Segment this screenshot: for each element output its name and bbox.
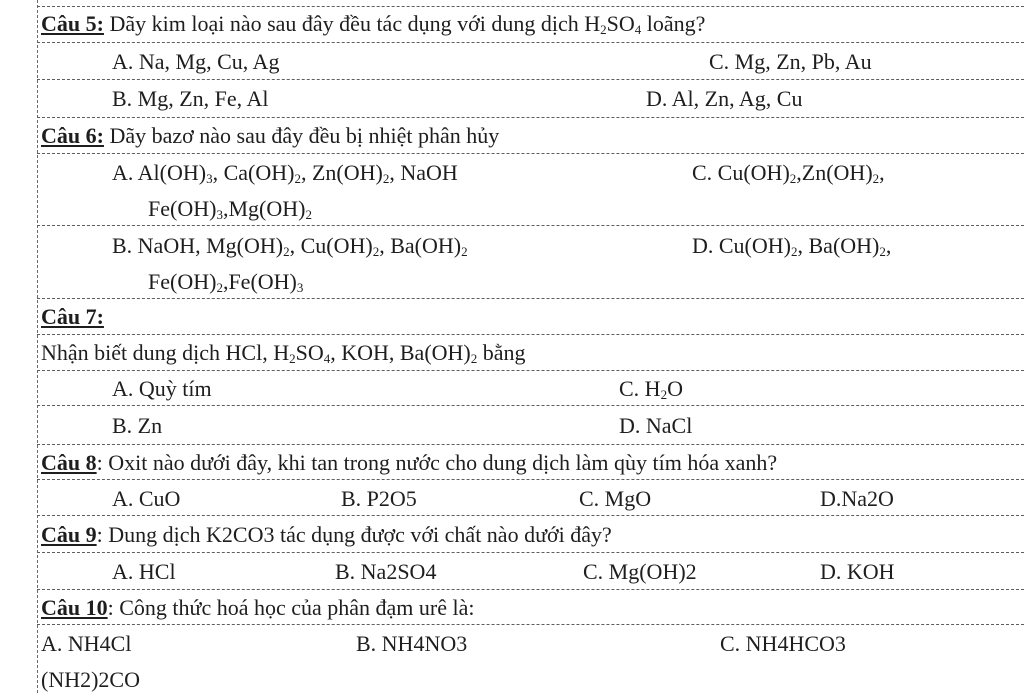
row-divider (37, 515, 1024, 516)
question-6-option-a: A. $Al(OH)_3$, $Ca(OH)_2$, $Zn(OH)_2$, NaOH (112, 160, 458, 186)
question-5-option-d: D. Al, Zn, Ag, Cu (646, 86, 803, 111)
question-8-option-d: D.Na2O (820, 486, 894, 511)
row-divider (37, 552, 1024, 553)
question-6-option-a-cont: $Fe(OH)_3,Mg(OH)_2$ (148, 196, 312, 222)
question-10-option-c: C. NH4HCO3 (720, 631, 846, 656)
question-10-option-d-partial: (NH2)2CO (41, 667, 140, 692)
question-8-option-a: A. CuO (112, 486, 181, 511)
question-8-stem: Câu 8: Oxit nào dưới đây, khi tan trong nước cho dung dịch làm qùy tím hóa xanh? (41, 450, 778, 475)
question-9-option-b: B. Na2SO4 (335, 559, 437, 584)
question-5-option-c: C. Mg, Zn, Pb, Au (709, 49, 872, 74)
row-divider (37, 117, 1024, 118)
question-6-label: Câu 6: (41, 123, 104, 148)
question-8-option-b: B. P2O5 (341, 486, 417, 511)
question-9-option-c: C. Mg(OH)2 (583, 559, 697, 584)
row-divider (37, 589, 1024, 590)
question-9-label: Câu 9 (41, 522, 97, 547)
question-6-option-c: C. $Cu(OH)_2,Zn(OH)_2$, (692, 160, 885, 186)
question-10-label: Câu 10 (41, 595, 108, 620)
question-6-stem: Câu 6: Dãy bazơ nào sau đây đều bị nhiệt phân hủy (41, 123, 500, 148)
question-6-option-b-cont: $Fe(OH)_2,Fe(OH)_3$ (148, 269, 304, 295)
question-7-stem: Nhận biết dung dịch HCl, $H_2SO_4$, KOH, $Ba(OH)_2$ bằng (41, 340, 526, 366)
question-10-option-b: B. NH4NO3 (356, 631, 468, 656)
row-divider (37, 334, 1024, 335)
question-9-option-a: A. HCl (112, 559, 176, 584)
question-6-option-b: B. NaOH, $Mg(OH)_2$, $Cu(OH)_2$, $Ba(OH)_2$ (112, 233, 468, 259)
row-divider (37, 479, 1024, 480)
question-5-option-a: A. Na, Mg, Cu, Ag (112, 49, 280, 74)
row-divider (37, 405, 1024, 406)
question-9-stem: Câu 9: Dung dịch K2CO3 tác dụng được với chất nào dưới đây? (41, 522, 612, 547)
row-divider (37, 153, 1024, 154)
question-10-stem: Câu 10: Công thức hoá học của phân đạm urê là: (41, 595, 475, 620)
row-divider (37, 370, 1024, 371)
question-7-option-c: C. $H_2O$ (619, 376, 683, 402)
question-8-label: Câu 8 (41, 450, 97, 475)
question-5-label: Câu 5: (41, 11, 104, 36)
row-divider (37, 79, 1024, 80)
row-divider (37, 225, 1024, 226)
question-7-label-row (41, 304, 104, 330)
question-8-option-c: C. MgO (579, 486, 652, 511)
question-5-option-b: B. Mg, Zn, Fe, Al (112, 86, 269, 111)
row-divider (37, 42, 1024, 43)
question-7-label: Câu 7: (41, 304, 104, 329)
question-7-option-d: D. NaCl (619, 413, 693, 438)
question-5-stem: Câu 5: Dãy kim loại nào sau đây đều tác dụng với dung dịch $H_2SO_4$ loãng? (41, 11, 706, 37)
question-6-option-d: D. $Cu(OH)_2$, $Ba(OH)_2$, (692, 233, 892, 259)
row-divider (37, 444, 1024, 445)
question-9-option-d: D. KOH (820, 559, 895, 584)
question-10-option-a: A. NH4Cl (41, 631, 132, 656)
question-7-option-b: B. Zn (112, 413, 163, 438)
question-7-option-a: A. Quỳ tím (112, 376, 212, 401)
row-divider (37, 624, 1024, 625)
row-divider (37, 6, 1024, 7)
row-divider (37, 298, 1024, 299)
